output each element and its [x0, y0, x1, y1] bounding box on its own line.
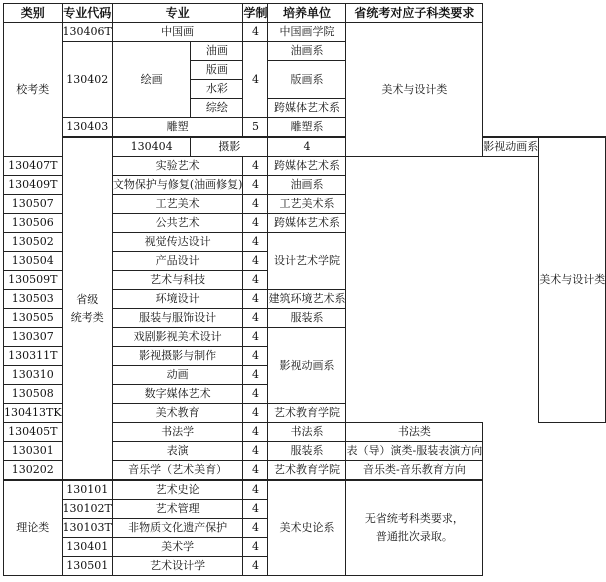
requirement-cell: 音乐类-音乐教育方向: [346, 461, 483, 481]
unit-cell: 影视动画系: [483, 137, 539, 157]
code-cell: 130413TK: [4, 404, 63, 423]
table-row: [4, 480, 606, 500]
years-cell: 4: [243, 519, 268, 538]
code-cell: 130505: [4, 309, 63, 328]
years-cell: 4: [243, 23, 268, 42]
major-cell: 摄影: [191, 137, 268, 157]
years-cell: 4: [243, 271, 268, 290]
years-cell: 4: [243, 538, 268, 557]
major-table: [3, 3, 606, 576]
years-cell: 4: [243, 290, 268, 309]
years-cell: 4: [243, 42, 268, 118]
code-cell: 130409T: [4, 176, 63, 195]
code-cell: 130403: [62, 118, 112, 138]
years-cell: 4: [243, 176, 268, 195]
years-cell: 5: [243, 118, 268, 138]
code-cell: 130401: [62, 538, 112, 557]
sub-major-cell: 水彩: [191, 80, 243, 99]
years-cell: 4: [268, 137, 346, 157]
major-cell: 视觉传达设计: [112, 233, 243, 252]
table-row: [4, 42, 606, 61]
code-cell: 130509T: [4, 271, 63, 290]
years-cell: 4: [243, 157, 268, 176]
code-cell: 130311T: [4, 347, 63, 366]
years-cell: 4: [243, 252, 268, 271]
unit-cell: 跨媒体艺术系: [268, 214, 346, 233]
code-cell: 130202: [4, 461, 63, 481]
major-cell: 表演: [112, 442, 243, 461]
years-cell: 4: [243, 557, 268, 576]
major-cell: 艺术史论: [112, 480, 243, 500]
years-cell: 4: [243, 309, 268, 328]
code-cell: 130504: [4, 252, 63, 271]
table-wrapper: [3, 3, 606, 576]
years-cell: 4: [243, 385, 268, 404]
requirement-cell: 表（导）演类-服装表演方向: [346, 442, 483, 461]
unit-cell: 艺术教育学院: [268, 404, 346, 423]
code-cell: 130406T: [62, 23, 112, 42]
major-cell: 美术教育: [112, 404, 243, 423]
years-cell: 4: [243, 233, 268, 252]
sub-major-cell: 综绘: [191, 99, 243, 118]
major-cell: 戏剧影视美术设计: [112, 328, 243, 347]
major-cell: 服装与服饰设计: [112, 309, 243, 328]
requirement-line: 普通批次录取。: [375, 530, 453, 543]
major-cell: 绘画: [112, 42, 190, 118]
unit-cell: 建筑环境艺术系: [268, 290, 346, 309]
years-cell: 4: [243, 423, 268, 442]
major-cell: 雕塑: [112, 118, 243, 138]
major-cell: 音乐学（艺术美育）: [112, 461, 243, 481]
table-row: [4, 118, 606, 138]
unit-cell: 中国画学院: [268, 23, 346, 42]
unit-cell: 服装系: [268, 442, 346, 461]
category-cell: 省级 统考类: [62, 137, 112, 480]
requirement-cell: 美术与设计类: [346, 23, 483, 157]
years-cell: 4: [243, 461, 268, 481]
code-cell: 130508: [4, 385, 63, 404]
years-cell: 4: [243, 442, 268, 461]
code-cell: 130103T: [62, 519, 112, 538]
unit-cell: 油画系: [268, 42, 346, 61]
major-cell: 美术学: [112, 538, 243, 557]
table-row: [4, 23, 606, 42]
sub-major-cell: 版画: [191, 61, 243, 80]
major-cell: 工艺美术: [112, 195, 243, 214]
unit-cell: 跨媒体艺术系: [268, 157, 346, 176]
requirement-line: 无省统考科类要求，: [364, 512, 464, 525]
major-cell: 艺术管理: [112, 500, 243, 519]
header-unit: 培养单位: [268, 4, 346, 23]
years-cell: 4: [243, 480, 268, 500]
header-code: 专业代码: [62, 4, 112, 23]
code-cell: 130502: [4, 233, 63, 252]
sub-major-cell: 油画: [191, 42, 243, 61]
major-cell: 中国画: [112, 23, 243, 42]
unit-cell: 美术史论系: [268, 480, 346, 576]
header-category: 类别: [4, 4, 63, 23]
code-cell: 130501: [62, 557, 112, 576]
code-cell: 130507: [4, 195, 63, 214]
major-cell: 艺术与科技: [112, 271, 243, 290]
unit-cell: 版画系: [268, 61, 346, 99]
unit-cell: 油画系: [268, 176, 346, 195]
category-cell: 理论类: [4, 480, 63, 576]
major-cell: 艺术设计学: [112, 557, 243, 576]
unit-cell: 雕塑系: [268, 118, 346, 138]
major-cell: 非物质文化遗产保护: [112, 519, 243, 538]
major-cell: 动画: [112, 366, 243, 385]
years-cell: 4: [243, 195, 268, 214]
major-cell: 影视摄影与制作: [112, 347, 243, 366]
code-cell: 130307: [4, 328, 63, 347]
code-cell: 130506: [4, 214, 63, 233]
code-cell: 130405T: [4, 423, 63, 442]
major-cell: 公共艺术: [112, 214, 243, 233]
major-cell: 书法学: [112, 423, 243, 442]
major-cell: 文物保护与修复(油画修复): [112, 176, 243, 195]
code-cell: 130102T: [62, 500, 112, 519]
table-row: [4, 137, 606, 157]
major-cell: 环境设计: [112, 290, 243, 309]
unit-cell: 工艺美术系: [268, 195, 346, 214]
code-cell: 130310: [4, 366, 63, 385]
major-cell: 数字媒体艺术: [112, 385, 243, 404]
code-cell: 130101: [62, 480, 112, 500]
code-cell: 130407T: [4, 157, 63, 176]
unit-cell: 影视动画系: [268, 328, 346, 404]
unit-cell: 书法系: [268, 423, 346, 442]
unit-cell: 艺术教育学院: [268, 461, 346, 481]
unit-cell: 服装系: [268, 309, 346, 328]
code-cell: 130404: [112, 137, 190, 157]
years-cell: 4: [243, 347, 268, 366]
code-cell: 130402: [62, 42, 112, 118]
unit-cell: 跨媒体艺术系: [268, 99, 346, 118]
header-years: 学制: [243, 4, 268, 23]
code-cell: 130503: [4, 290, 63, 309]
years-cell: 4: [243, 404, 268, 423]
major-cell: 产品设计: [112, 252, 243, 271]
header-major: 专业: [112, 4, 243, 23]
code-cell: 130301: [4, 442, 63, 461]
major-cell: 实验艺术: [112, 157, 243, 176]
header-requirement: 省统考对应子科类要求: [346, 4, 483, 23]
unit-cell: 设计艺术学院: [268, 233, 346, 290]
header-row: [4, 4, 606, 23]
category-cell: 校考类: [4, 23, 63, 157]
years-cell: 4: [243, 214, 268, 233]
requirement-cell: 美术与设计类: [539, 137, 606, 423]
requirement-cell: [346, 480, 483, 576]
years-cell: 4: [243, 328, 268, 347]
requirement-cell: 书法类: [346, 423, 483, 442]
years-cell: 4: [243, 366, 268, 385]
years-cell: 4: [243, 500, 268, 519]
